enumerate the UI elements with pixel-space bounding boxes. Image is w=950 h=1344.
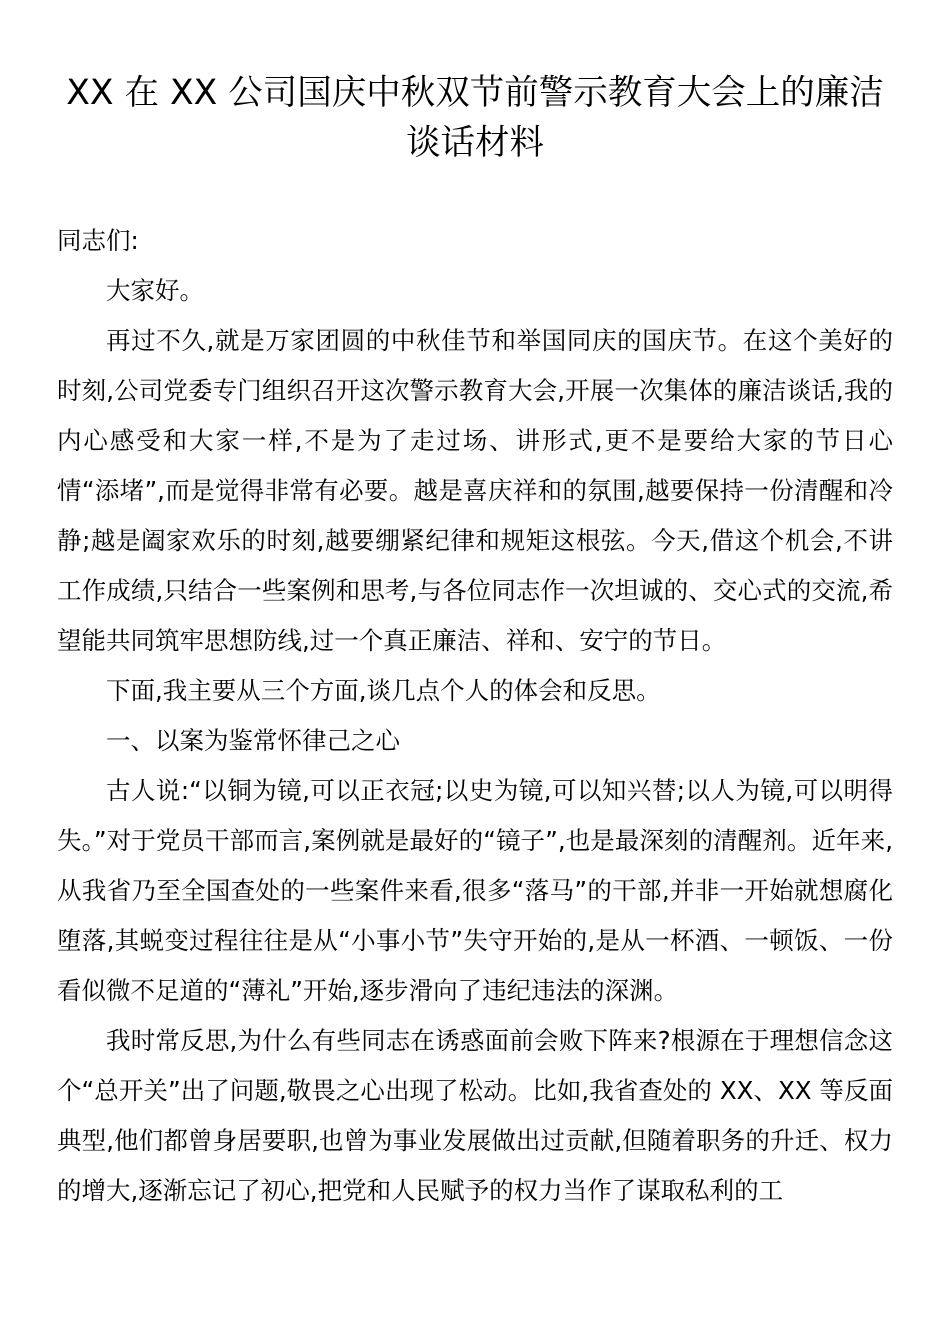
paragraph-greeting: 大家好。 [106, 276, 204, 305]
section-heading-1: 一、以案为鉴常怀律己之心 [106, 726, 400, 755]
paragraph-intro: 再过不久,就是万家团圆的中秋佳节和举国同庆的国庆节。在这个美好的时刻,公司党委专门组织召开这次警示教育大会,开展一次集体的廉洁谈话,我的内心感受和大家一样,不是为了走过场、讲形式,更不是要给大家的节日心情“添堵”,而是觉得非常有必要。越是喜庆祥和的氛围,越要保持一份清醒和冷静;越是阖家欢乐的时刻,越要绷紧纪律和规矩这根弦。今天,借这个机会,不讲工作成绩,只结合一些案例和思考,与各位同志作一次坦诚的、交心式的交流,希望能共同筑牢思想防线,过一个真正廉洁、祥和、安宁的节日。 [57, 326, 893, 655]
paragraph-section-1-a: 古人说:“以铜为镜,可以正衣冠;以史为镜,可以知兴替;以人为镜,可以明得失。”对于党员干部而言,案例就是最好的“镜子”,也是最深刻的清醒剂。近年来,从我省乃至全国查处的一些案件来看,很多“落马”的干部,并非一开始就想腐化堕落,其蜕变过程往往是从“小事小节”失守开始的,是从一杯酒、一顿饭、一份看似微不足道的“薄礼”开始,逐步滑向了违纪违法的深渊。 [57, 776, 893, 1005]
document-title: XX 在 XX 公司国庆中秋双节前警示教育大会上的廉洁谈话材料 [66, 73, 884, 163]
document-page [57, 68, 893, 1216]
paragraph-outline: 下面,我主要从三个方面,谈几点个人的体会和反思。 [106, 676, 661, 705]
paragraph-section-1-b: 我时常反思,为什么有些同志在诱惑面前会败下阵来?根源在于理想信念这个“总开关”出了问题,敬畏之心出现了松动。比如,我省查处的 XX、XX 等反面典型,他们都曾身居要职,也曾为事业发展做出过贡献,但随着职务的升迁、权力的增大,逐渐忘记了初心,把党和人民赋予的权力当作了谋取私利的工 [57, 1026, 893, 1205]
document-body [57, 216, 893, 1216]
salutation: 同志们: [57, 226, 139, 255]
